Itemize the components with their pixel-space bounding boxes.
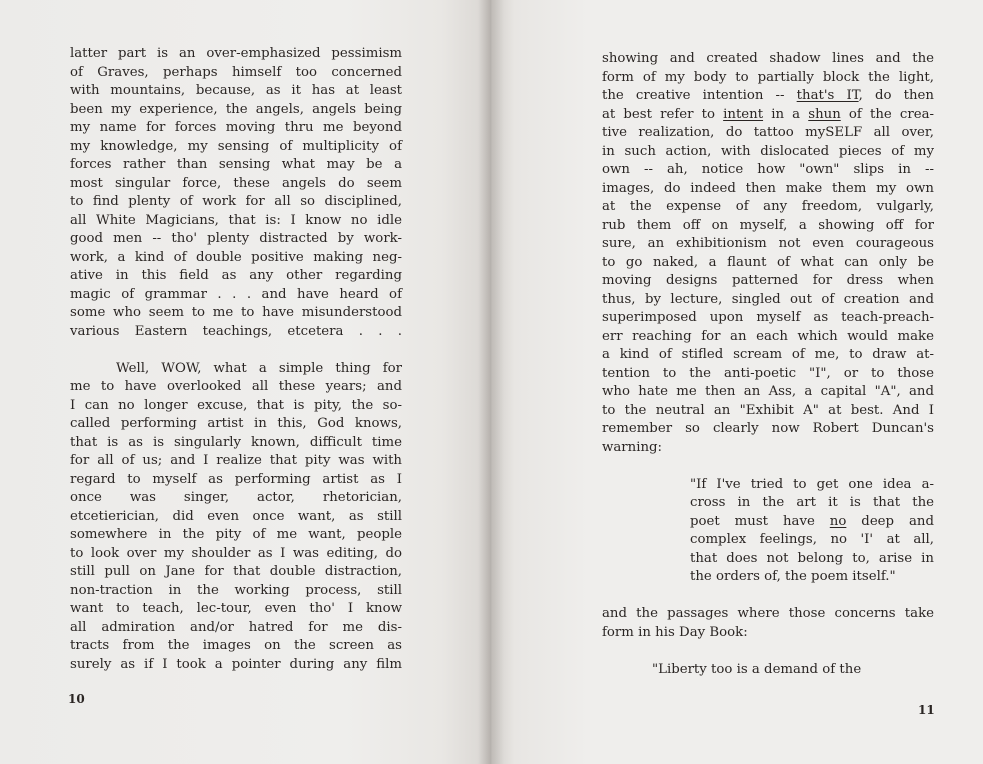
right-page (490, 0, 983, 764)
text-line: called performing artist in this, God knows, (70, 416, 402, 431)
quote-line: "If I've tried to get one idea a- (690, 476, 934, 492)
text-line: magic of grammar . . . and have heard of (70, 286, 402, 302)
underlined-text: intent (723, 106, 764, 122)
text-line: want to teach, lec-tour, even tho' I know (70, 601, 402, 616)
text-line: showing and created shadow lines and the (602, 51, 934, 66)
text-line: surely as if I took a pointer during any film (70, 656, 402, 672)
text-line: and the passages where those concerns take (602, 606, 934, 621)
text-line: been my experience, the angels, angels being (70, 101, 402, 117)
text-line: images, do indeed then make them my own (602, 180, 934, 196)
text-line: regard to myself as performing artist as I (70, 471, 402, 487)
text-line: remember so clearly now Robert Duncan's (602, 421, 934, 436)
text-line: tention to the anti-poetic "I", or to those (602, 365, 934, 381)
text-line: to look over my shoulder as I was editing, do (70, 545, 402, 561)
text-line: once was singer, actor, rhetorician, (70, 490, 402, 505)
text-line: that is as is singularly known, difficult time (70, 434, 402, 450)
text-line: to the neutral an "Exhibit A" at best. And I (602, 402, 934, 418)
paragraph-gap (70, 341, 402, 360)
text-line: superimposed upon myself as teach-preach- (602, 310, 934, 325)
text-run: at best refer to (602, 106, 724, 122)
text-line: warning: (602, 439, 663, 455)
text-line: ative in this field as any other regarding (70, 268, 402, 283)
text-line: who hate me then an Ass, a capital "A", and (602, 384, 934, 399)
underlined-text: no (829, 513, 847, 529)
underlined-text: shun (808, 106, 841, 122)
text-line: etcetierician, did even once want, as still (70, 508, 402, 524)
text-line: to find plenty of work for all so disciplined, (70, 194, 402, 209)
text-run: poet must have (690, 513, 830, 529)
text-line: at the expense of any freedom, vulgarly, (602, 199, 934, 214)
quote-line: that does not belong to, arise in (690, 550, 934, 566)
text-line: various Eastern teachings, etcetera . . . (70, 323, 402, 339)
text-line: somewhere in the pity of me want, people (70, 527, 402, 542)
quote-line: the orders of, the poem itself." (690, 569, 896, 584)
text-line: sure, an exhibitionism not even courageous (602, 236, 934, 251)
text-line: forces rather than sensing what may be a (70, 157, 402, 172)
text-line: to go naked, a flaunt of what can only be (602, 254, 934, 270)
quote-line: "Liberty too is a demand of the (652, 661, 862, 677)
text-run: in a (763, 106, 809, 122)
quote-line: cross in the art it is that the (690, 495, 934, 510)
text-line: form in his Day Book: (602, 624, 748, 640)
text-line: in such action, with dislocated pieces of my (602, 143, 934, 159)
text-line: for all of us; and I realize that pity was with (70, 453, 402, 468)
text-line: still pull on Jane for that double distraction, (70, 564, 402, 579)
paragraph-gap (602, 587, 934, 606)
text-line: with mountains, because, as it has at least (70, 83, 402, 98)
left-page-text (70, 45, 402, 674)
text-line: me to have overlooked all these years; and (70, 379, 402, 394)
text-line: good men -- tho' plenty distracted by work- (70, 231, 402, 246)
text-line: work, a kind of double positive making neg- (70, 249, 402, 265)
right-page-text (602, 50, 934, 679)
text-line: err reaching for an each which would make (602, 328, 934, 344)
text-line: all admiration and/or hatred for me dis- (70, 619, 402, 635)
left-page (0, 0, 490, 764)
underlined-text: that's IT (796, 88, 859, 103)
text-line: some who seem to me to have misunderstood (70, 305, 402, 320)
text-run: , do then (858, 88, 934, 103)
text-line: Well, WOW, what a simple thing for (116, 360, 402, 376)
text-line: tracts from the images on the screen as (70, 638, 402, 653)
text-line (602, 106, 934, 125)
text-line: non-traction in the working process, still (70, 582, 402, 598)
text-line: most singular force, these angels do seem (70, 175, 402, 191)
text-line: form of my body to partially block the light, (602, 69, 934, 85)
text-line: moving designs patterned for dress when (602, 273, 934, 288)
block-quote (602, 476, 934, 587)
text-run: the creative intention -- (602, 88, 797, 103)
text-line: my knowledge, my sensing of multiplicity of (70, 138, 402, 154)
paragraph-gap (602, 642, 934, 661)
paragraph-gap (602, 457, 934, 476)
text-line: a kind of stifled scream of me, to draw at- (602, 347, 934, 362)
quote-line (690, 513, 934, 532)
text-line: my name for forces moving thru me beyond (70, 120, 402, 135)
text-run: deep and (846, 513, 935, 529)
page-number: 10 (68, 692, 85, 706)
text-run: of the crea- (840, 106, 934, 122)
text-line: of Graves, perhaps himself too concerned (70, 64, 402, 80)
text-line: latter part is an over-emphasized pessimism (70, 46, 402, 61)
text-line: all White Magicians, that is: I know no idle (70, 212, 402, 228)
text-line: rub them off on myself, a showing off for (602, 217, 934, 233)
page-number: 11 (918, 703, 935, 717)
quote-line: complex feelings, no 'I' at all, (690, 532, 934, 547)
text-line: I can no longer excuse, that is pity, the so- (70, 397, 402, 413)
text-line (602, 87, 934, 106)
text-line: own -- ah, notice how "own" slips in -- (602, 162, 934, 177)
text-line: tive realization, do tattoo mySELF all over, (602, 125, 934, 140)
text-line: thus, by lecture, singled out of creation and (602, 291, 934, 307)
